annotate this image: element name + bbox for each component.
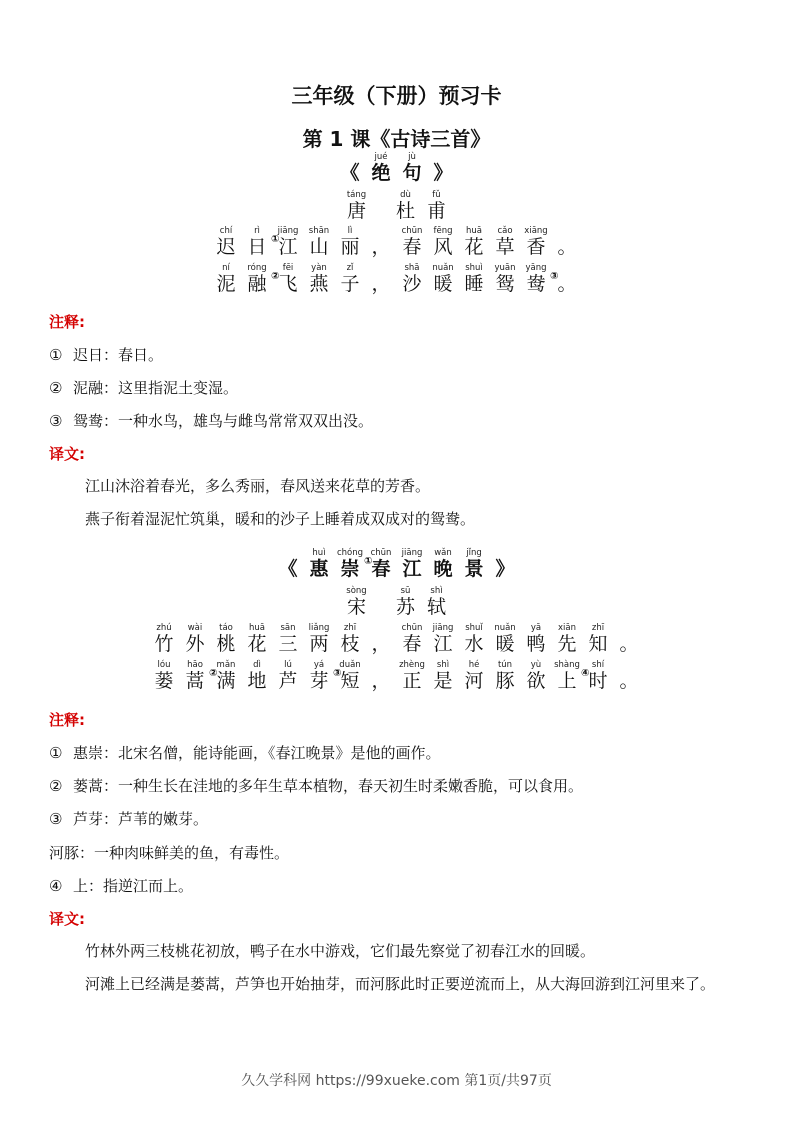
pinyin-char [459,660,490,693]
poem1-note: ③ 鸳鸯：一种水鸟，雄鸟与雌鸟常常双双出没。 [49,412,374,430]
pinyin: cǎo [497,226,513,236]
pinyin-char [428,548,459,581]
pinyin-char [372,213,390,223]
pinyin: nuǎn [432,263,454,273]
pinyin-char [490,226,521,259]
poem1-author [0,190,793,223]
hanzi: 竹 [154,633,174,655]
pinyin: chūn [370,548,392,558]
hanzi: 满 [216,670,236,692]
hanzi: 飞 [278,273,298,295]
hanzi: 两 [309,633,329,655]
pinyin-char [397,226,428,259]
hanzi: 甫 [426,200,446,222]
hanzi: 上 [557,670,577,692]
pinyin: zhī [591,623,605,633]
pinyin-char [335,660,366,693]
hanzi: 句 [402,162,422,184]
pinyin: huā [466,226,482,236]
pinyin-char [397,152,428,185]
hanzi: 先 [557,633,577,655]
pinyin-char [242,660,273,693]
poem1-note: ① 迟日：春日。 [49,346,164,364]
pinyin: shān [308,226,330,236]
hanzi: 》 [433,162,453,184]
pinyin-char [459,263,490,296]
hanzi: 草 [495,236,515,258]
pinyin-char [273,263,304,296]
pinyin-char [521,263,559,296]
pinyin-char [335,263,366,296]
poem1-title [0,152,793,185]
pinyin-char [459,226,490,259]
poem2-title [0,548,793,581]
note-marker: ④ [581,668,590,679]
pinyin-char [211,263,242,296]
pinyin-char [273,660,304,693]
pinyin-char [242,623,273,656]
pinyin-char [211,226,242,259]
pinyin: róng [247,263,267,273]
pinyin: chí [219,226,233,236]
hanzi: 江 [433,633,453,655]
pinyin-char [397,623,428,656]
pinyin-char [428,660,459,693]
note-marker: ③ [550,271,559,282]
hanzi: 欲 [526,670,546,692]
pinyin-char [242,263,280,296]
pinyin: wǎn [434,548,452,558]
poem2-translation-label: 译文: [49,910,85,928]
pinyin-char [428,226,459,259]
hanzi: 景 [464,558,484,580]
hanzi: ， [371,670,391,692]
hanzi: 迟 [216,236,236,258]
hanzi: 苏 [395,596,415,618]
poem2-notes-label: 注释: [49,711,85,729]
hanzi: 香 [526,236,546,258]
pinyin-char [341,190,372,223]
hanzi: 江 [402,558,422,580]
pinyin-char [614,623,645,656]
hanzi: 唐 [346,200,366,222]
pinyin: jù [408,152,416,162]
pinyin: fǔ [432,190,441,200]
page-footer: 久久学科网 https://99xueke.com 第1页/共97页 [241,1073,552,1089]
hanzi: 江 [278,236,298,258]
note-marker: ① [364,556,373,567]
hanzi: 蒌 [154,670,174,692]
hanzi: 鸭 [526,633,546,655]
pinyin-char [390,586,421,619]
hanzi: 丽 [340,236,360,258]
pinyin: huì [312,548,326,558]
poem1-translation-para: 燕子衔着湿泥忙筑巢，暖和的沙子上睡着成双成对的鸳鸯。 [85,510,476,528]
pinyin-char [304,660,342,693]
pinyin-char [521,226,552,259]
pinyin: shā [404,263,420,273]
pinyin: rì [254,226,260,236]
pinyin-char [304,263,335,296]
pinyin: nuǎn [494,623,516,633]
pinyin-char [366,152,397,185]
pinyin-char [552,660,590,693]
pinyin: zǐ [346,263,354,273]
pinyin: yāng [525,263,547,273]
hanzi: 春 [402,633,422,655]
pinyin: chóng [336,548,364,558]
pinyin-char [490,548,521,581]
pinyin-char [521,623,552,656]
hanzi: 河 [464,670,484,692]
pinyin: jiāng [432,623,454,633]
poem1-translation-para: 江山沐浴着春光，多么秀丽，春风送来花草的芳香。 [85,477,431,495]
hanzi: 春 [371,558,391,580]
note-marker: ① [271,234,280,245]
pinyin-char [372,609,390,619]
poem2-line2 [0,660,793,693]
hanzi: 风 [433,236,453,258]
pinyin: chūn [401,623,423,633]
pinyin-char [490,660,521,693]
hanzi: 时 [588,670,608,692]
pinyin: chūn [401,226,423,236]
pinyin: fēi [282,263,294,273]
lesson-title: 第 1 课《古诗三首》 [302,127,491,151]
pinyin: yù [530,660,542,670]
pinyin: jǐng [466,548,482,558]
pinyin: jiāng [277,226,299,236]
pinyin: dì [253,660,261,670]
pinyin-char [149,660,180,693]
pinyin-char [211,623,242,656]
pinyin-char [421,586,452,619]
hanzi: 沙 [402,273,422,295]
hanzi: 豚 [495,670,515,692]
pinyin-char [583,623,614,656]
hanzi: 崇 [340,558,360,580]
hanzi: 知 [588,633,608,655]
hanzi: 水 [464,633,484,655]
pinyin: yuān [494,263,516,273]
hanzi: 睡 [464,273,484,295]
pinyin-char [428,263,459,296]
poem2-note: 河豚：一种肉味鲜美的鱼，有毒性。 [49,844,290,862]
poem2-translation-para: 竹林外两三枝桃花初放，鸭子在水中游戏，它们最先察觉了初春江水的回暖。 [85,942,596,960]
pinyin-char [521,660,552,693]
pinyin-char [304,548,335,581]
hanzi: 蒿 [185,670,205,692]
pinyin-char [273,548,304,581]
pinyin: dù [400,190,411,200]
note-marker: ② [271,271,280,282]
pinyin: shuì [465,263,483,273]
hanzi: 绝 [371,162,391,184]
pinyin: shí [591,660,605,670]
hanzi: 鸯 [526,273,546,295]
pinyin-char [335,152,366,185]
note-marker: ② [209,668,218,679]
note-marker: ③ [333,668,342,679]
hanzi: 晚 [433,558,453,580]
pinyin-char [335,548,373,581]
poem2-note: ① 惠崇：北宋名僧，能诗能画，《春江晚景》是他的画作。 [49,744,441,762]
pinyin-char [490,623,521,656]
hanzi: 泥 [216,273,236,295]
pinyin: wài [187,623,203,633]
pinyin: hé [468,660,480,670]
hanzi: ， [371,273,391,295]
pinyin-char [614,660,645,693]
pinyin: lì [347,226,353,236]
hanzi: 正 [402,670,422,692]
pinyin: shàng [554,660,580,670]
pinyin-char [428,623,459,656]
hanzi: 惠 [309,558,329,580]
pinyin: yàn [311,263,327,273]
hanzi: 芦 [278,670,298,692]
poem2-note: ④ 上：指逆江而上。 [49,877,194,895]
pinyin: yá [313,660,325,670]
hanzi: ， [371,236,391,258]
hanzi: 枝 [340,633,360,655]
hanzi: 花 [247,633,267,655]
pinyin-char [366,660,397,693]
hanzi: 芽 [309,670,329,692]
pinyin: liǎng [308,623,330,633]
poem1-line2 [0,263,793,296]
hanzi: 春 [402,236,422,258]
pinyin-char [242,226,280,259]
hanzi: 《 [278,558,298,580]
pinyin: shuǐ [465,623,483,633]
poem1-line1 [0,226,793,259]
hanzi: 地 [247,670,267,692]
hanzi: 《 [340,162,360,184]
pinyin: shì [430,586,443,596]
hanzi: 轼 [426,596,446,618]
pinyin: xiān [558,623,576,633]
pinyin-char [397,660,428,693]
pinyin: jiāng [401,548,423,558]
poem1-notes-label: 注释: [49,313,85,331]
hanzi: 暖 [433,273,453,295]
poem2-note: ② 蒌蒿：一种生长在洼地的多年生草本植物，春天初生时柔嫩香脆，可以食用。 [49,777,584,795]
pinyin: táng [346,190,367,200]
hanzi: 花 [464,236,484,258]
pinyin: lóu [157,660,171,670]
hanzi: 。 [557,236,577,258]
pinyin-char [583,660,614,693]
pinyin: ní [222,263,230,273]
pinyin-char [304,623,335,656]
pinyin-char [552,263,583,296]
pinyin-char [304,226,335,259]
pinyin-char [273,226,304,259]
pinyin-char [273,623,304,656]
pinyin: lú [284,660,292,670]
hanzi: 外 [185,633,205,655]
pinyin: zhī [343,623,357,633]
pinyin: sān [280,623,296,633]
hanzi: 。 [557,273,577,295]
hanzi: 三 [278,633,298,655]
pinyin-char [428,152,459,185]
poem2-line1 [0,623,793,656]
pinyin: sū [400,586,411,596]
hanzi: 短 [340,670,360,692]
pinyin-char [421,190,452,223]
pinyin: duǎn [339,660,361,670]
pinyin: shì [436,660,450,670]
pinyin: fēng [433,226,453,236]
pinyin-char [366,263,397,296]
pinyin-char [335,226,366,259]
pinyin: tún [497,660,513,670]
pinyin-char [459,623,490,656]
hanzi: 是 [433,670,453,692]
pinyin-char [459,548,490,581]
pinyin: sòng [346,586,367,596]
poem1-note: ② 泥融：这里指泥土变湿。 [49,379,239,397]
hanzi: 子 [340,273,360,295]
hanzi: 》 [495,558,515,580]
pinyin-char [366,226,397,259]
hanzi: 。 [619,670,639,692]
pinyin-char [390,190,421,223]
hanzi: 宋 [346,596,366,618]
pinyin-char [341,586,372,619]
pinyin: huā [249,623,265,633]
hanzi: 山 [309,236,329,258]
pinyin: zhèng [399,660,425,670]
pinyin: jué [374,152,388,162]
hanzi: 。 [619,633,639,655]
pinyin-char [366,548,397,581]
pinyin-char [397,548,428,581]
pinyin-char [335,623,366,656]
hanzi: 燕 [309,273,329,295]
pinyin-char [397,263,428,296]
pinyin: zhú [156,623,172,633]
pinyin: yā [530,623,542,633]
hanzi: 融 [247,273,267,295]
pinyin-char [211,660,242,693]
pinyin: hāo [187,660,203,670]
pinyin-char [552,226,583,259]
hanzi: 杜 [395,200,415,222]
pinyin: mǎn [216,660,236,670]
hanzi: 暖 [495,633,515,655]
pinyin-char [552,623,583,656]
pinyin-char [180,623,211,656]
poem2-author [0,586,793,619]
pinyin-char [149,623,180,656]
hanzi: ， [371,633,391,655]
hanzi: 桃 [216,633,236,655]
poem2-translation-para: 河滩上已经满是蒌蒿，芦笋也开始抽芽，而河豚此时正要逆流而上，从大海回游到江河里来了。 [85,975,716,993]
poem1-translation-label: 译文: [49,445,85,463]
pinyin-char [366,623,397,656]
page-title: 三年级（下册）预习卡 [291,84,502,108]
pinyin-char [490,263,521,296]
hanzi: 鸳 [495,273,515,295]
pinyin: táo [219,623,233,633]
pinyin-char [180,660,218,693]
pinyin: xiāng [524,226,548,236]
hanzi: 日 [247,236,267,258]
poem2-note: ③ 芦芽：芦苇的嫩芽。 [49,810,209,828]
